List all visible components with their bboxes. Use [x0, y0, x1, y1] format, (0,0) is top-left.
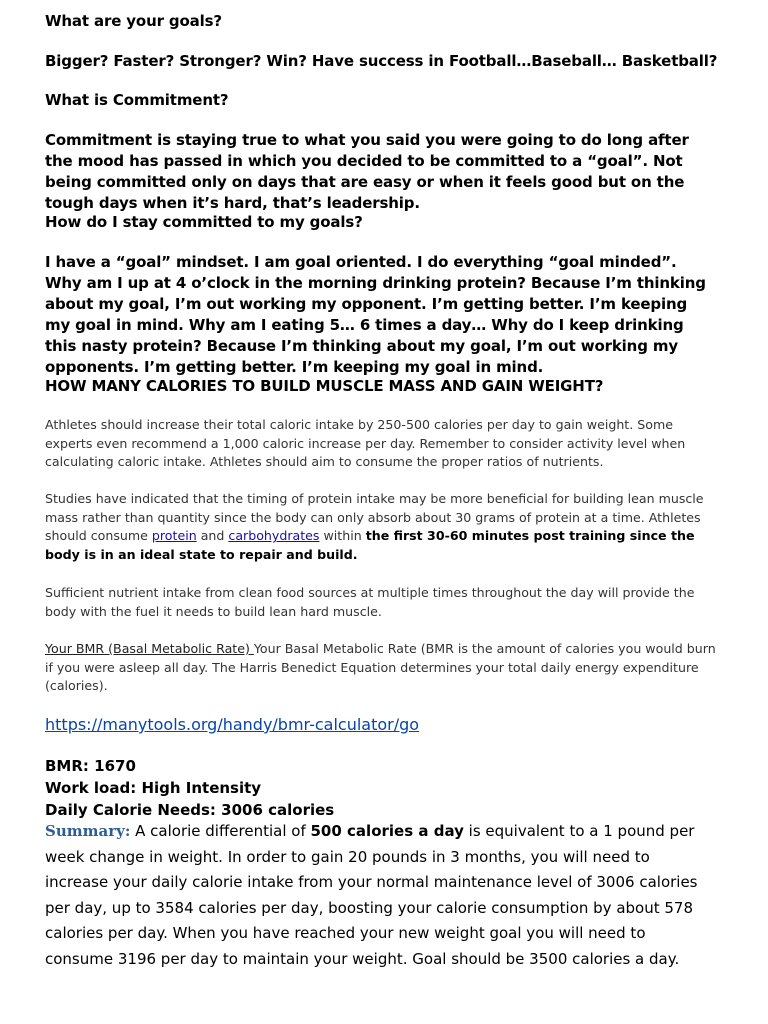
calories-heading: HOW MANY CALORIES TO BUILD MUSCLE MASS AND GAIN WEIGHT? [45, 377, 604, 395]
para2-bold-text: the first 30-60 minutes post training since the body is in an ideal state to repair and build. [45, 528, 695, 562]
bmr-link[interactable]: Your BMR (Basal Metabolic Rate) [45, 641, 254, 656]
calories-paragraph-3: Sufficient nutrient intake from clean food sources at multiple times throughout the day will provide the body with the fuel it needs to build lean hard muscle. [45, 585, 695, 619]
calories-paragraph-2 [45, 490, 717, 564]
bmr-value: BMR: 1670 [45, 757, 136, 775]
workload-value: Work load: High Intensity [45, 779, 262, 797]
goals-heading: What are your goals? [45, 12, 222, 30]
summary-text-2: is equivalent to a 1 pound per week change in weight. In order to gain 20 pounds in 3 months, you will need to increase your daily calorie intake from your normal maintenance level of 3006 calories per day, up to 3584 calories per day, boosting your calorie consumption by about 578 calories per day. When you have reached your new weight goal you will need to consume 3196 per day to maintain your weight. Goal should be 3500 calories a day. [45, 822, 698, 968]
bmr-description: Your Basal Metabolic Rate (BMR is the amount of calories you would burn if you were asleep all day. The Harris Benedict Equation determines your total daily energy expenditure (calories). [45, 641, 716, 694]
para2-text: Studies have indicated that the timing of protein intake may be more beneficial for building lean muscle mass rather than quantity since the body can only absorb about 30 grams of protein at a time. Athletes should consume [45, 491, 704, 544]
bmr-calculator-link[interactable]: https://manytools.org/handy/bmr-calculator/go [45, 715, 420, 734]
calories-paragraph-1: Athletes should increase their total caloric intake by 250-500 calories per day to gain weight. Some experts even recommend a 1,000 caloric increase per day. Remember to consider activity level when calculating caloric intake. Athletes should aim to consume the proper ratios of nutrients. [45, 417, 686, 470]
carbohydrates-link[interactable]: carbohydrates [228, 528, 320, 544]
commitment-heading: What is Commitment? [45, 91, 229, 109]
para2-and: and [196, 528, 229, 544]
summary-text-1: A calorie differential of [130, 822, 311, 840]
para2-within: within [319, 528, 366, 544]
protein-link[interactable]: protein [151, 528, 197, 544]
goals-list: Bigger? Faster? Stronger? Win? Have success in Football…Baseball… Basketball? [45, 52, 718, 70]
commitment-body: Commitment is staying true to what you said you were going to do long after the mood has passed in which you decided to be committed to a “goal”. Not being committed only on days that are easy or when it feels good but on the tough days when it’s hard, that’s leadership. [45, 131, 689, 212]
bmr-paragraph [45, 640, 723, 696]
daily-calorie-needs: Daily Calorie Needs: 3006 calories [45, 801, 335, 819]
stay-committed-heading: How do I stay committed to my goals? [45, 213, 363, 231]
calculator-url-line [45, 715, 419, 734]
summary-label: Summary: [45, 822, 131, 840]
summary-paragraph [45, 819, 717, 972]
stay-committed-body: I have a “goal” mindset. I am goal oriented. I do everything “goal minded”. Why am I up at 4 o’clock in the morning drinking protein? Because I’m thinking about my goal, I’m out working my opponent. I’m getting better. I’m keeping my goal in mind. Why am I eating 5… 6 times a day… Why do I keep drinking this nasty protein? Because I’m thinking about my goal, I’m out working my opponents. I’m getting better. I’m keeping my goal in mind. [45, 253, 706, 376]
summary-bold: 500 calories a day [310, 822, 464, 840]
